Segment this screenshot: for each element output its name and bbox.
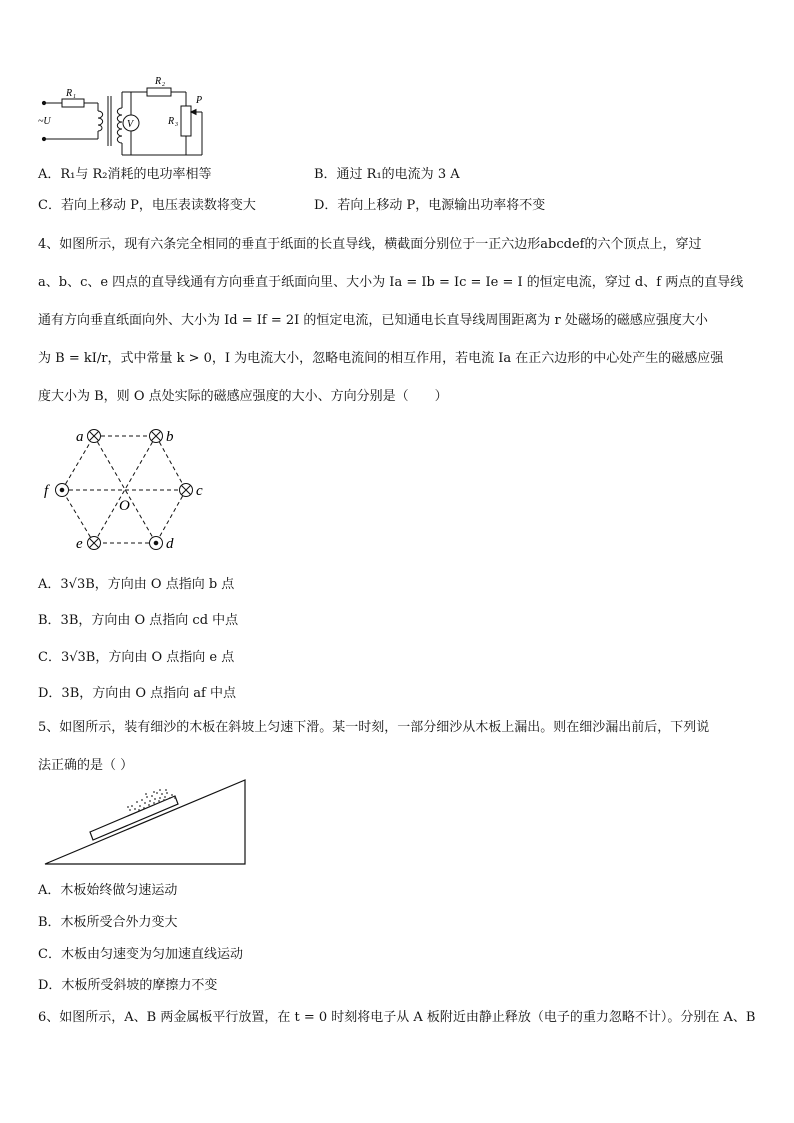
vertex-label-e: e (76, 536, 83, 552)
q3-option-b: B．通过 R₁的电流为 3 A (314, 167, 460, 182)
q4-stem-line-4: 为 B = kI/r，式中常量 k > 0，I 为电流大小，忽略电流间的相互作用，若电流 Ia 在正六边形的中心处产生的磁感应强 (38, 350, 724, 366)
circuit-label-r2-sub: 2 (162, 82, 165, 88)
q3-option-c: C．若向上移动 P，电压表读数将变大 (38, 198, 256, 213)
q4-stem-line-3: 通有方向垂直纸面向外、大小为 Id = If = 2I 的恒定电流，已知通电长直导线周围距离为 r 处磁场的磁感应强度大小 (38, 312, 708, 328)
q4-stem (38, 223, 758, 413)
q5-option-a: A．木板始终做匀速运动 (38, 883, 178, 898)
circuit-label-r2: R (155, 76, 162, 87)
vertex-label-c: c (196, 483, 203, 499)
wire-e-into-page-icon (88, 537, 101, 550)
wire-b-into-page-icon (150, 430, 163, 443)
voltmeter-label: V (127, 119, 134, 130)
vertex-label-b: b (166, 429, 174, 445)
center-label-o: O (119, 498, 130, 514)
vertex-label-d: d (166, 536, 174, 552)
circuit-label-u: ~U (38, 116, 51, 127)
wire-c-into-page-icon (180, 484, 193, 497)
q4-option-b: B．3B，方向由 O 点指向 cd 中点 (38, 613, 239, 628)
q3-option-d: D．若向上移动 P，电源输出功率将不变 (314, 198, 546, 213)
q5-stem-line-1: 5、如图所示，装有细沙的木板在斜坡上匀速下滑。某一时刻，一部分细沙从木板上漏出。则在细沙漏出前后，下列说 (38, 719, 710, 735)
q6-stem-line-1: 6、如图所示，A、B 两金属板平行放置，在 t = 0 时刻将电子从 A 板附近由静止释放（电子的重力忽略不计）。分别在 A、B (38, 1010, 756, 1025)
q4-stem-line-2: a、b、c、e 四点的直导线通有方向垂直于纸面向里、大小为 Ia = Ib = Ic = Ie = I 的恒定电流，穿过 d、f 两点的直导线 (38, 274, 744, 290)
wire-a-into-page-icon (88, 430, 101, 443)
vertex-label-f: f (44, 483, 49, 499)
circuit-label-r1-sub: 1 (73, 94, 76, 100)
q5-stem (38, 706, 758, 782)
vertex-label-a: a (76, 429, 84, 445)
wire-d-out-of-page-icon (150, 537, 163, 550)
q4-stem-line-1: 4、如图所示，现有六条完全相同的垂直于纸面的长直导线，横截面分别位于一正六边形abcdef的六个顶点上，穿过 (38, 236, 702, 252)
circuit-label-r3-sub: 3 (175, 122, 178, 128)
q5-stem-line-2: 法正确的是（ ） (38, 757, 134, 773)
q4-option-a: A．3√3B，方向由 O 点指向 b 点 (38, 577, 235, 592)
q5-option-b: B．木板所受合外力变大 (38, 915, 178, 930)
circuit-label-p: P (196, 95, 203, 106)
transformer-circuit-diagram (0, 0, 794, 170)
q5-option-d: D．木板所受斜坡的摩擦力不变 (38, 978, 218, 993)
q4-option-c: C．3√3B，方向由 O 点指向 e 点 (38, 650, 235, 665)
q4-stem-line-5: 度大小为 B，则 O 点处实际的磁感应强度的大小、方向分别是（ ） (38, 388, 448, 404)
circuit-label-r1: R (66, 88, 73, 99)
q3-option-a: A．R₁与 R₂消耗的电功率相等 (38, 167, 212, 182)
circuit-label-r3: R (168, 116, 175, 127)
wire-f-out-of-page-icon (56, 484, 69, 497)
q4-option-d: D．3B，方向由 O 点指向 af 中点 (38, 686, 236, 701)
q5-option-c: C．木板由匀速变为匀加速直线运动 (38, 947, 243, 962)
